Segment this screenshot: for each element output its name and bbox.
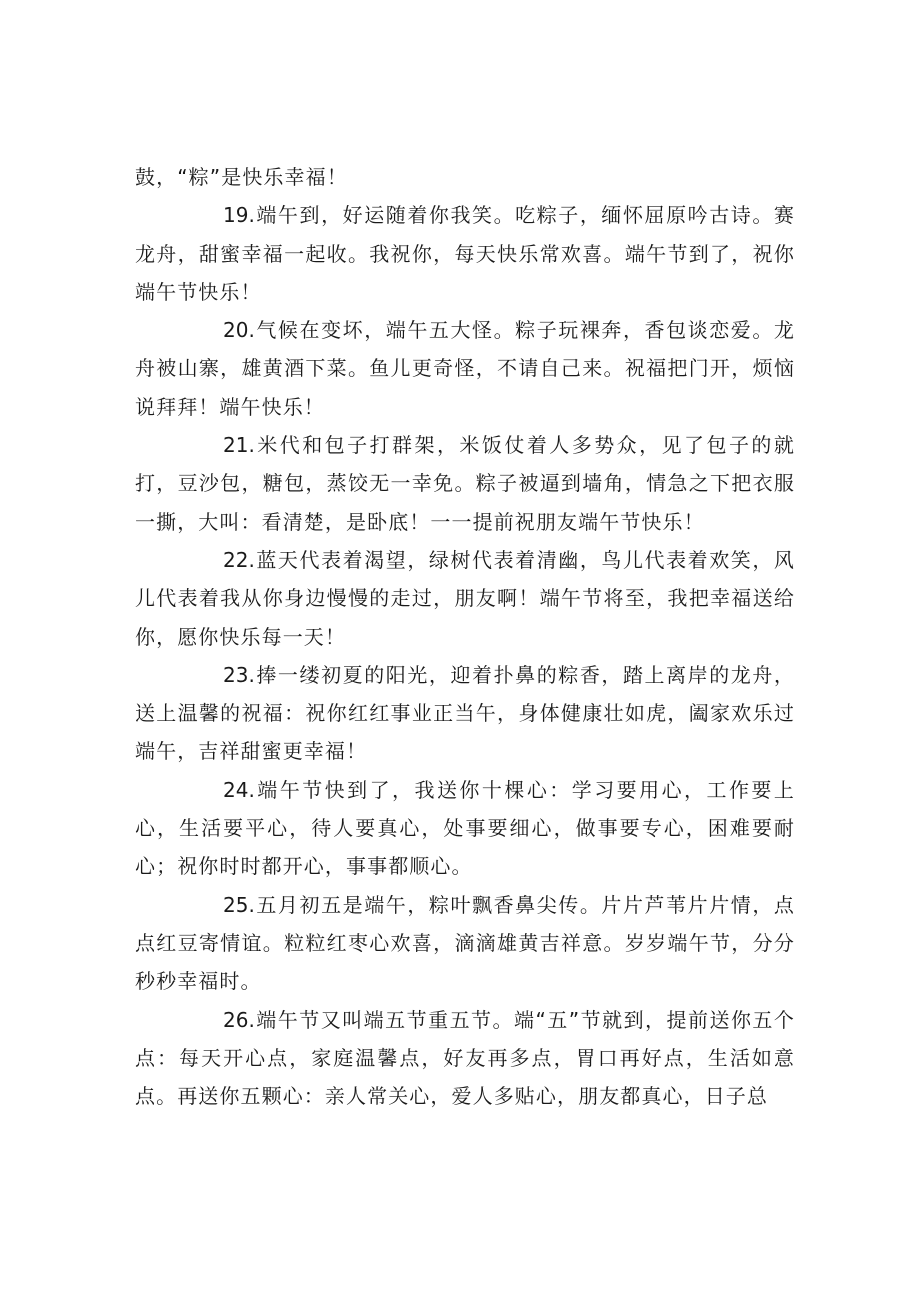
list-item-24 (135, 771, 795, 886)
item-number: 20 (223, 318, 249, 343)
item-text: .五月初五是端午，粽叶飘香鼻尖传。片片芦苇片片情，点点红豆寄情谊。粒粒红枣心欢喜，滴滴雄黄吉祥意。岁岁端午节，分分秒秒幸福时。 (135, 892, 795, 994)
document-body (135, 158, 795, 1115)
list-item-20 (135, 311, 795, 426)
item-text: .端午到，好运随着你我笑。吃粽子，缅怀屈原吟古诗。赛龙舟，甜蜜幸福一起收。我祝你，每天快乐常欢喜。端午节到了，祝你端午节快乐！ (135, 203, 795, 304)
item-number: 26 (223, 1007, 249, 1032)
list-item-25 (135, 886, 795, 1001)
item-number: 25 (223, 892, 249, 917)
item-number: 21 (223, 433, 249, 458)
item-number: 24 (223, 777, 249, 802)
item-text: .捧一缕初夏的阳光，迎着扑鼻的粽香，踏上离岸的龙舟，送上温馨的祝福：祝你红红事业正当午，身体健康壮如虎，阖家欢乐过端午，吉祥甜蜜更幸福！ (135, 662, 795, 764)
item-number: 23 (223, 662, 249, 687)
list-item-22 (135, 541, 795, 656)
list-item-23 (135, 656, 795, 771)
item-number: 19 (223, 203, 249, 228)
item-text: .米代和包子打群架，米饭仗着人多势众，见了包子的就打，豆沙包，糖包，蒸饺无一幸免。粽子被逼到墙角，情急之下把衣服一撕，大叫：看清楚，是卧底！一一提前祝朋友端午节快乐！ (135, 433, 795, 534)
item-text: .端午节又叫端五节重五节。端“五”节就到，提前送你五个点：每天开心点，家庭温馨点，好友再多点，胃口再好点，生活如意点。再送你五颗心：亲人常关心，爱人多贴心，朋友都真心，日子总 (135, 1007, 795, 1109)
item-number: 22 (223, 547, 249, 572)
item-text: .端午节快到了，我送你十棵心：学习要用心，工作要上心，生活要平心，待人要真心，处事要细心，做事要专心，困难要耐心；祝你时时都开心，事事都顺心。 (135, 777, 795, 879)
continued-paragraph: 鼓，“粽”是快乐幸福！ (135, 165, 348, 189)
list-item-19 (135, 196, 795, 311)
list-item-21 (135, 426, 795, 541)
item-text: .蓝天代表着渴望，绿树代表着清幽，鸟儿代表着欢笑，风儿代表着我从你身边慢慢的走过，朋友啊！端午节将至，我把幸福送给你，愿你快乐每一天！ (135, 547, 795, 649)
item-text: .气候在变坏，端午五大怪。粽子玩裸奔，香包谈恋爱。龙舟被山寨，雄黄酒下菜。鱼儿更奇怪，不请自己来。祝福把门开，烦恼说拜拜！端午快乐！ (135, 318, 795, 419)
list-item-26 (135, 1001, 795, 1116)
